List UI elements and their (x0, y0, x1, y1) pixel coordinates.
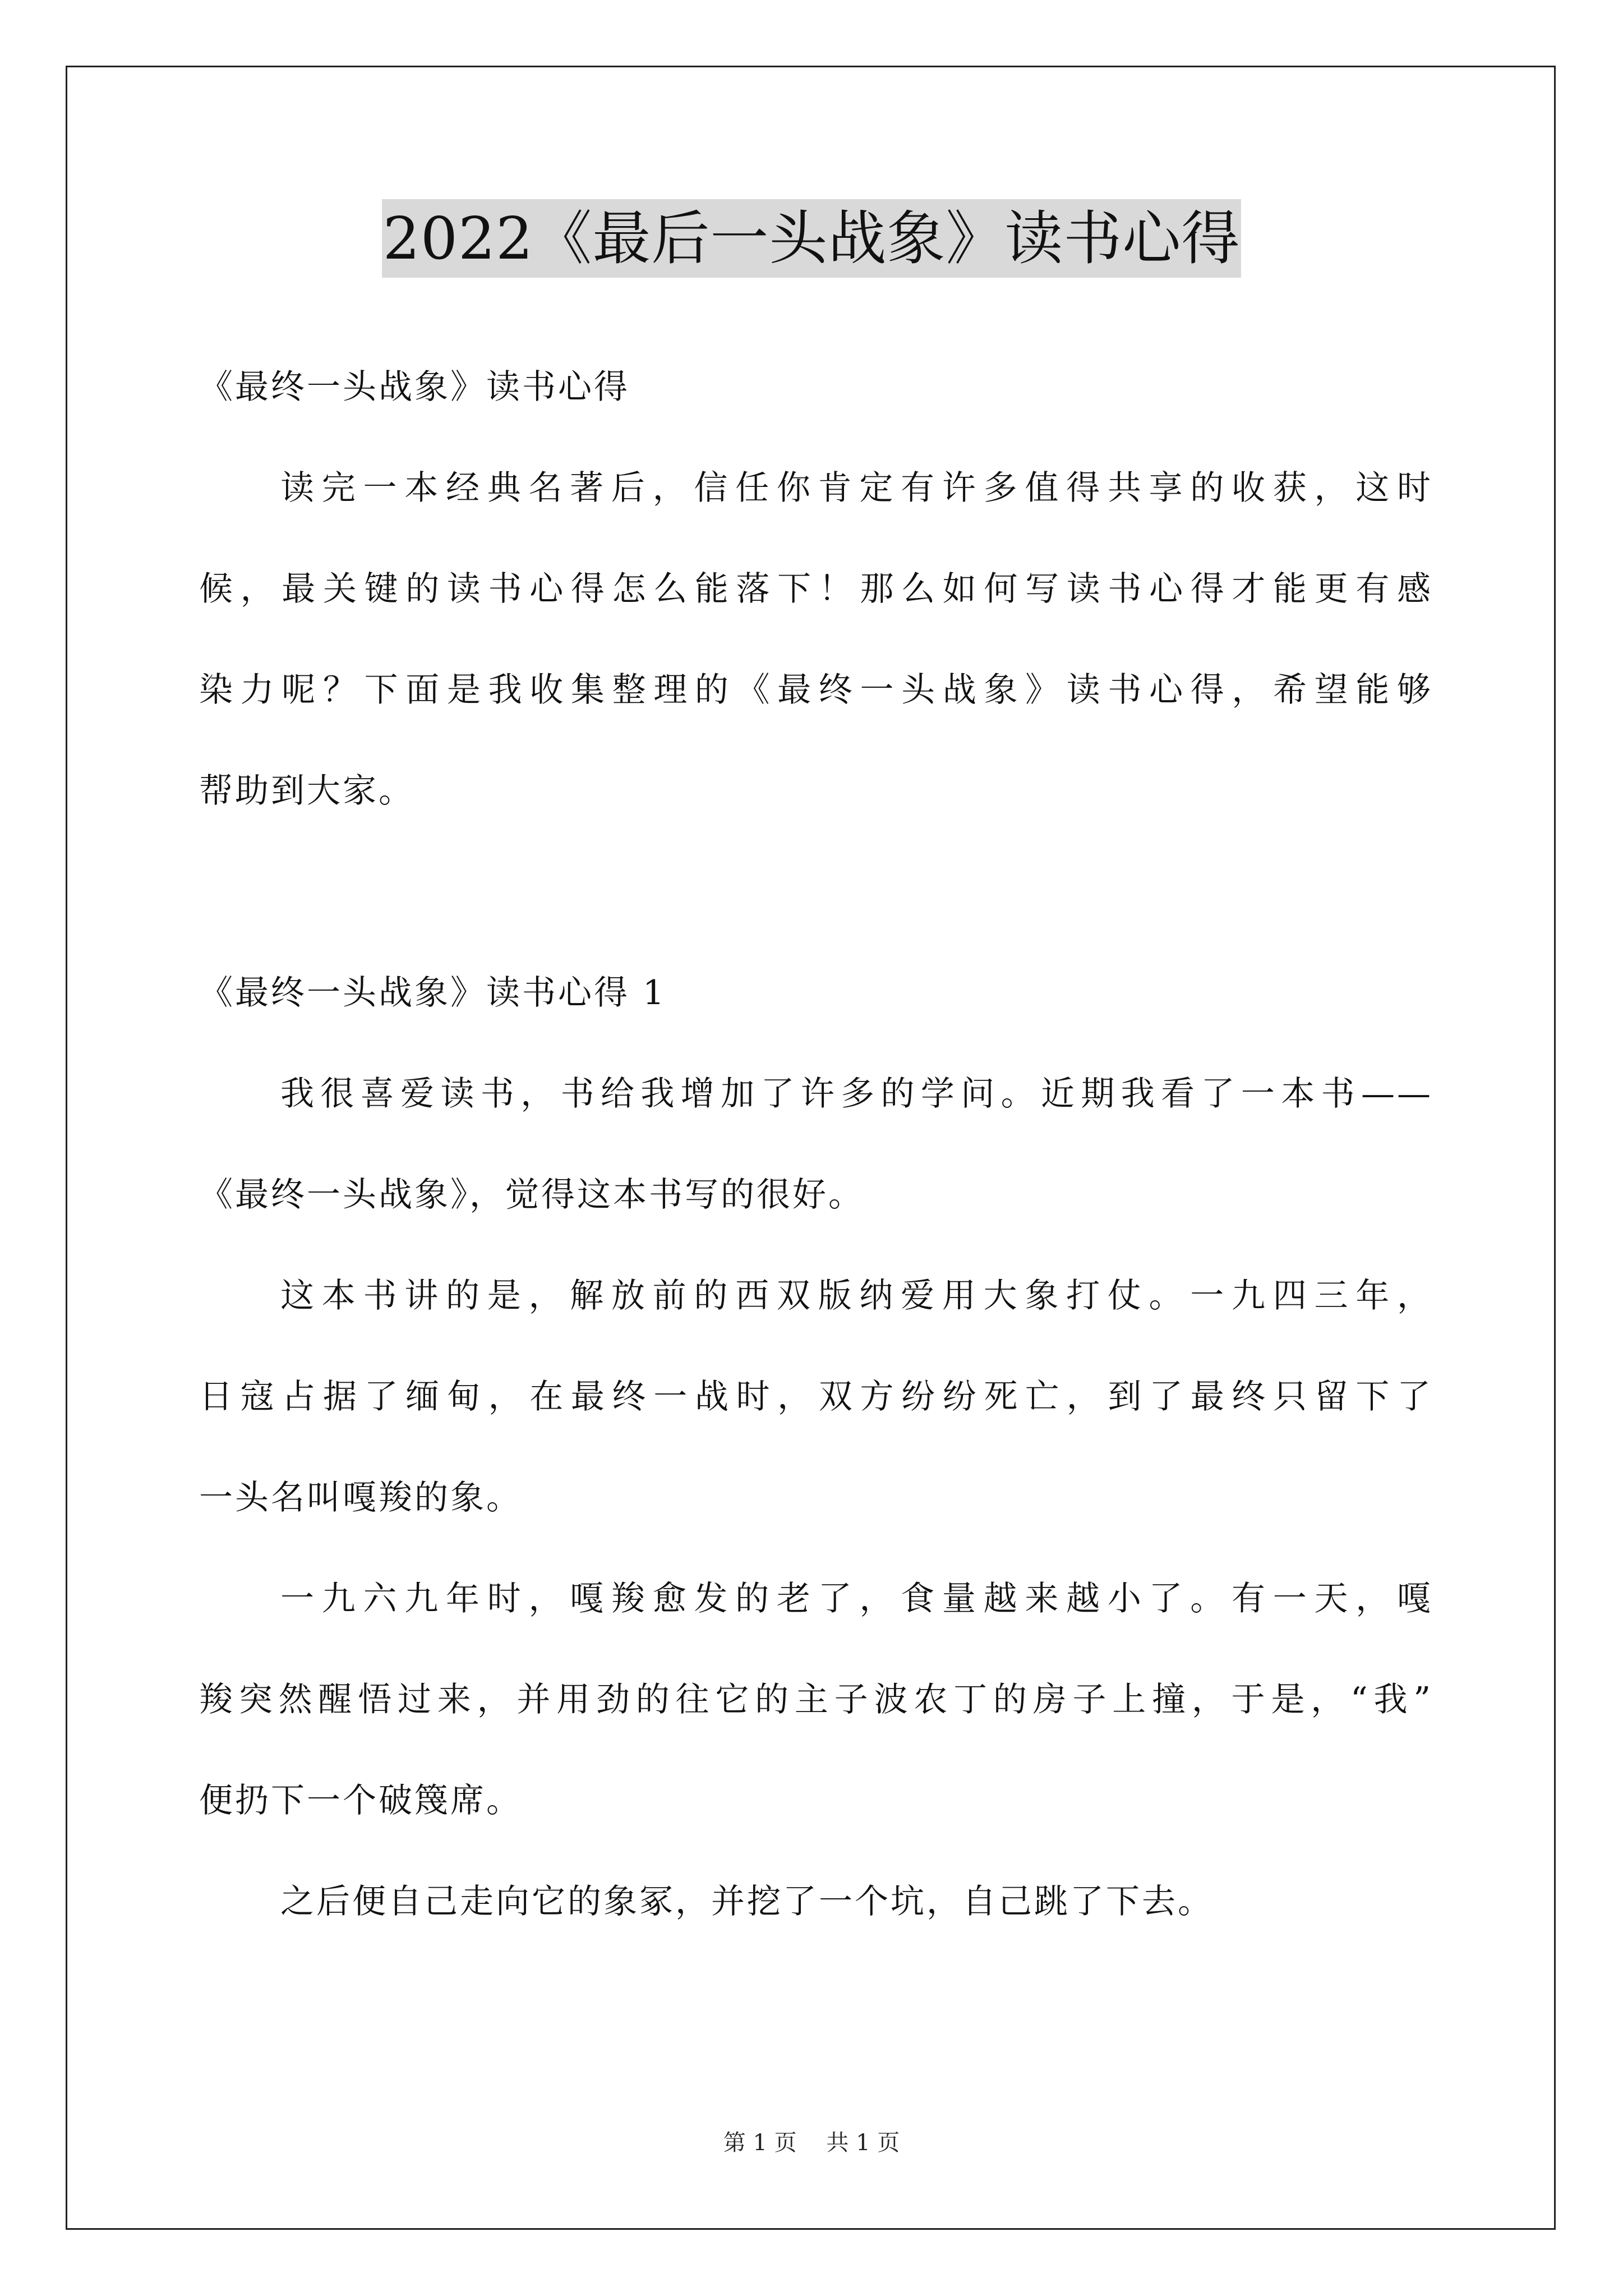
text-line: 《最终一头战象》，觉得这本书写的很好。 (199, 1175, 864, 1214)
text-line: 读完一本经典名著后，信任你肯定有许多值得共享的收获，这时 (280, 468, 1433, 508)
page-footer (0, 2126, 1623, 2160)
text-line: 候，最关键的读书心得怎么能落下！那么如何写读书心得才能更有感 (199, 569, 1433, 609)
text-line: 羧突然醒悟过来，并用劲的往它的主子波农丁的房子上撞，于是，“我” (199, 1680, 1433, 1719)
text-line: 《最终一头战象》读书心得 (199, 367, 630, 407)
page-number-current: 第 1 页 (723, 2130, 797, 2156)
text-line: 《最终一头战象》读书心得 1 (199, 973, 667, 1013)
document-title: 2022《最后一头战象》读书心得 (382, 199, 1242, 278)
title-container (0, 199, 1623, 278)
text-line: 染力呢？下面是我收集整理的《最终一头战象》读书心得，希望能够 (199, 670, 1433, 710)
text-line: 日寇占据了缅甸，在最终一战时，双方纷纷死亡，到了最终只留下了 (199, 1377, 1433, 1416)
text-line: 一九六九年时，嘎羧愈发的老了，食量越来越小了。有一天，嘎 (280, 1579, 1433, 1618)
text-line: 便扔下一个破篾席。 (199, 1781, 522, 1820)
text-line: 一头名叫嘎羧的象。 (199, 1478, 522, 1517)
document-body (199, 337, 1433, 1952)
text-line: 这本书讲的是，解放前的西双版纳爱用大象打仗。一九四三年， (280, 1276, 1433, 1315)
page-number-total: 共 1 页 (826, 2130, 900, 2156)
paragraph-gap (199, 841, 1433, 942)
text-line: 我很喜爱读书，书给我增加了许多的学问。近期我看了一本书—— (280, 1074, 1433, 1114)
text-line: 之后便自己走向它的象冢，并挖了一个坑，自己跳了下去。 (280, 1882, 1214, 1921)
text-line: 帮助到大家。 (199, 771, 414, 811)
